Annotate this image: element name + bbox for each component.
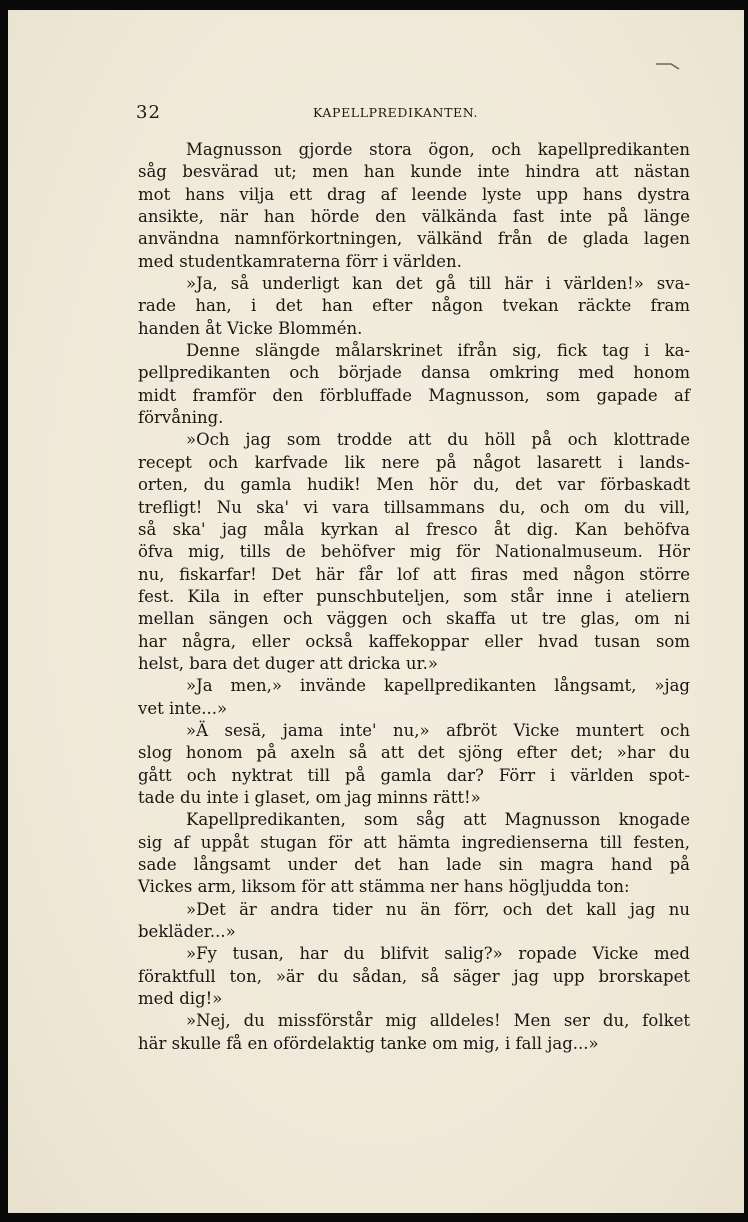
text-line: sig af uppåt stugan för att hämta ingredienserna till festen,: [138, 832, 690, 852]
text-line: rade han, i det han efter någon tvekan räckte fram: [138, 296, 690, 316]
text-line: här skulle få en ofördelaktig tanke om mig, i fall jag...»: [138, 1033, 599, 1053]
text-line: bekläder...»: [138, 922, 236, 942]
paragraph: [138, 809, 690, 898]
text-line: »Och jag som trodde att du höll på och klottrade: [186, 430, 690, 450]
ink-smudge-mark: [655, 61, 681, 71]
text-line: »Ja, så underligt kan det gå till här i världen!» sva-: [186, 274, 690, 294]
text-line: trefligt! Nu ska' vi vara tillsammans du, och om du vill,: [138, 497, 690, 517]
text-line: orten, du gamla hudik! Men hör du, det var förbaskadt: [138, 475, 690, 495]
text-line: Denne slängde målarskrinet ifrån sig, fick tag i ka-: [186, 341, 690, 361]
text-line: med dig!»: [138, 989, 223, 1009]
text-line: ansikte, när han hörde den välkända fast inte på länge: [138, 207, 690, 227]
paragraph: [138, 943, 690, 1010]
text-line: öfva mig, tills de behöfver mig för Nationalmuseum. Hör: [138, 542, 690, 562]
text-line: recept och karfvade lik nere på något lasarett i lands-: [138, 452, 690, 472]
text-line: tade du inte i glaset, om jag minns rätt!»: [138, 787, 481, 807]
text-line: föraktfull ton, »är du sådan, så säger jag upp brorskapet: [138, 966, 690, 986]
text-line: mellan sängen och väggen och skaffa ut tre glas, om ni: [138, 609, 690, 629]
text-line: »Det är andra tider nu än förr, och det kall jag nu: [186, 899, 690, 919]
body-text: [138, 139, 690, 1055]
text-line: »Ja men,» invände kapellpredikanten långsamt, »jag: [186, 676, 690, 696]
text-line: gått och nyktrat till på gamla dar? Förr i världen spot-: [138, 765, 690, 785]
text-line: »Fy tusan, har du blifvit salig?» ropade Vicke med: [186, 944, 690, 964]
text-line: vet inte...»: [138, 698, 228, 718]
paragraph: [138, 720, 690, 809]
text-line: fest. Kila in efter punschbuteljen, som står inne i ateliern: [138, 586, 690, 606]
text-line: helst, bara det duger att dricka ur.»: [138, 653, 438, 673]
text-line: »Ä sesä, jama inte' nu,» afbröt Vicke muntert och: [186, 720, 690, 740]
page-number: 32: [136, 102, 161, 123]
paragraph: [138, 429, 690, 675]
text-line: Kapellpredikanten, som såg att Magnusson knogade: [186, 810, 690, 830]
text-line: Magnusson gjorde stora ögon, och kapellpredikanten: [186, 140, 690, 159]
text-line: mot hans vilja ett drag af leende lyste upp hans dystra: [138, 184, 690, 204]
paragraph: [138, 675, 690, 720]
running-title: KAPELLPREDIKANTEN.: [313, 105, 479, 120]
text-line: så ska' jag måla kyrkan al fresco åt dig. Kan behöfva: [138, 519, 690, 539]
text-line: handen åt Vicke Blommén.: [138, 318, 363, 338]
text-line: slog honom på axeln så att det sjöng efter det; »har du: [138, 743, 690, 763]
paragraph: [138, 1010, 690, 1055]
paragraph: [138, 273, 690, 340]
text-line: har några, eller också kaffekoppar eller hvad tusan som: [138, 631, 690, 651]
text-line: användna namnförkortningen, välkänd från de glada lagen: [138, 229, 690, 249]
paragraph: [138, 899, 690, 944]
page-header: [136, 102, 696, 126]
text-line: såg besvärad ut; men han kunde inte hindra att nästan: [138, 162, 690, 182]
text-line: sade långsamt under det han lade sin magra hand på: [138, 855, 690, 874]
text-line: »Nej, du missförstår mig alldeles! Men ser du, folket: [186, 1011, 690, 1031]
text-line: pellpredikanten och började dansa omkring med honom: [138, 363, 690, 383]
text-line: med studentkamraterna förr i världen.: [138, 251, 462, 271]
text-line: Vickes arm, liksom för att stämma ner hans högljudda ton:: [138, 877, 630, 897]
text-line: förvåning.: [138, 408, 224, 428]
text-line: nu, fiskarfar! Det här får lof att firas med någon större: [138, 564, 690, 584]
paragraph: [138, 139, 690, 273]
text-line: midt framför den förbluffade Magnusson, som gapade af: [138, 385, 690, 405]
paragraph: [138, 340, 690, 429]
